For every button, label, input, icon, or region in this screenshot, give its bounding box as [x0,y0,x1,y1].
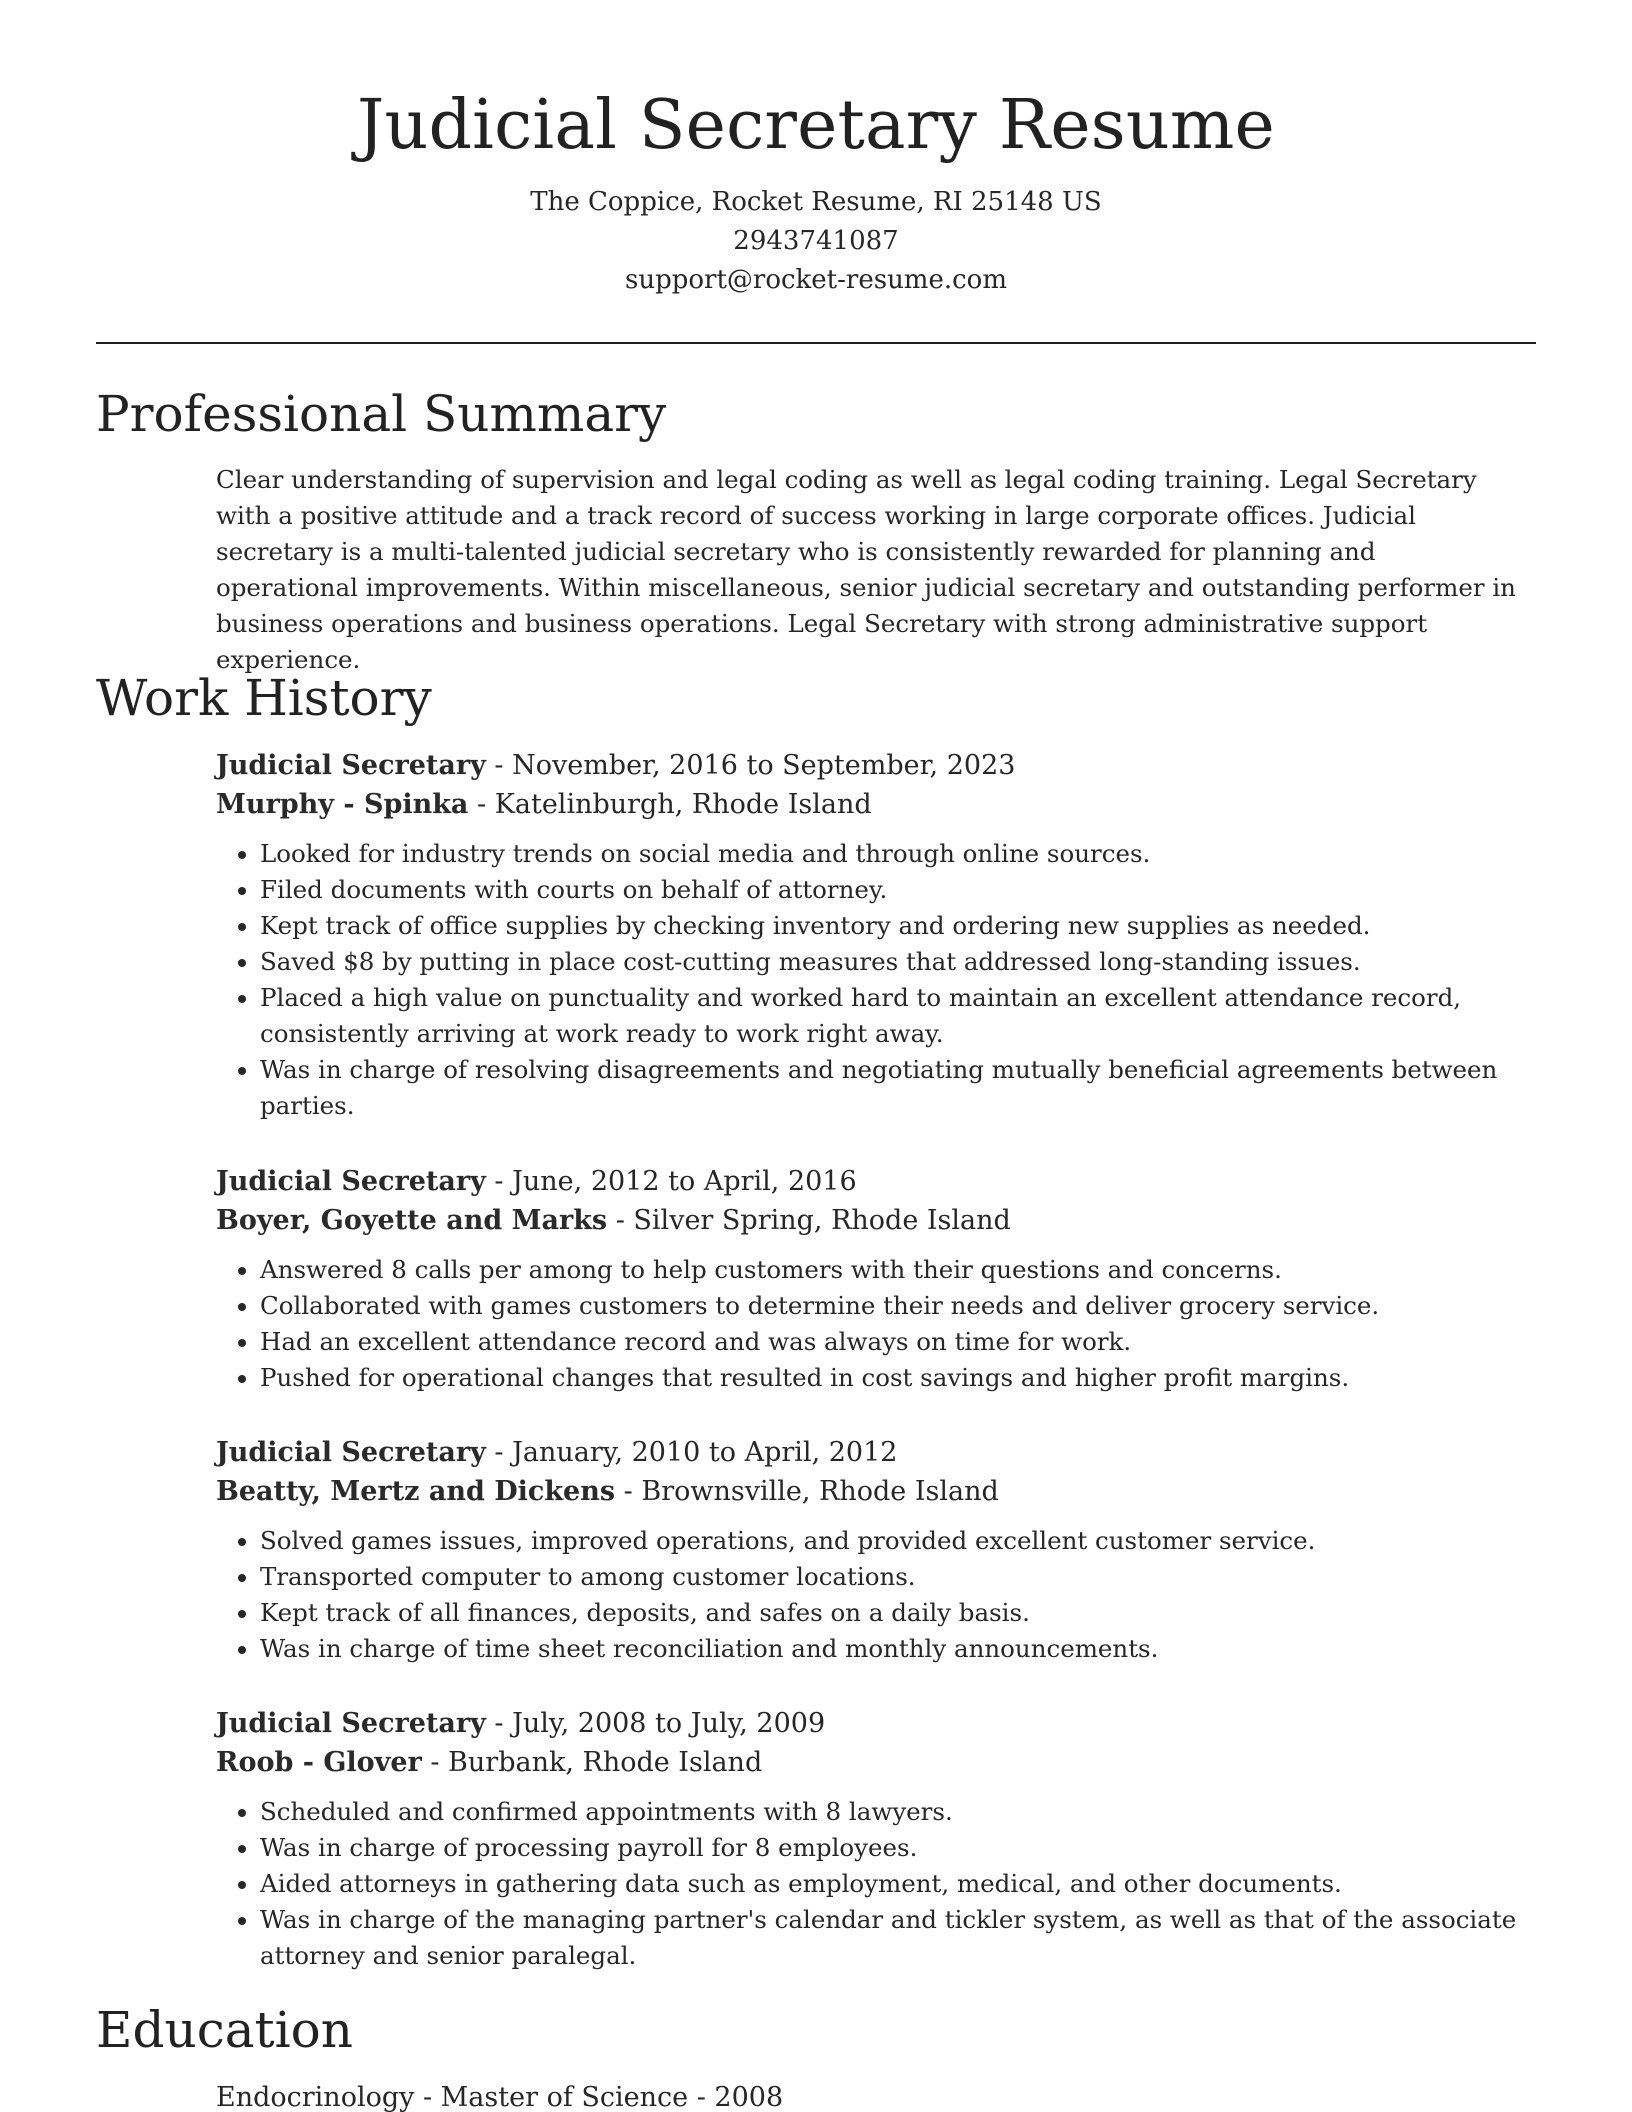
job-dates: - November, 2016 to September, 2023 [485,750,1016,781]
job-bullet: • Was in charge of time sheet reconciliation and monthly announcements. [260,1631,1520,1667]
job-bullets [216,1252,1536,1396]
job-title: Judicial Secretary [216,1708,486,1739]
job-title-line [216,746,1536,785]
job-company-line [216,1743,1536,1782]
job-dates: - July, 2008 to July, 2009 [485,1708,826,1739]
job-bullet: • Kept track of all finances, deposits, and safes on a daily basis. [260,1595,1520,1631]
contact-address: The Coppice, Rocket Resume, RI 25148 US [530,187,1102,217]
job-entry [216,746,1536,1124]
job-title-line [216,1162,1536,1201]
job-bullet: • Was in charge of the managing partner's calendar and tickler system, as well as that of the associate attorney and senior paralegal. [260,1902,1520,1974]
job-entry [216,1433,1536,1667]
job-company: Murphy - Spinka [216,789,469,820]
job-bullet: • Scheduled and confirmed appointments with 8 lawyers. [260,1794,1520,1830]
job-bullet: • Pushed for operational changes that resulted in cost savings and higher profit margins. [260,1360,1520,1396]
job-bullet: • Transported computer to among customer locations. [260,1559,1520,1595]
job-company: Boyer, Goyette and Marks [216,1205,608,1236]
job-bullet: • Looked for industry trends on social media and through online sources. [260,836,1520,872]
job-bullet: • Was in charge of resolving disagreements and negotiating mutually beneficial agreements between parties. [260,1052,1520,1124]
job-company: Beatty, Mertz and Dickens [216,1476,616,1507]
job-dates: - June, 2012 to April, 2016 [485,1166,857,1197]
job-bullet: • Kept track of office supplies by checking inventory and ordering new supplies as needed. [260,908,1520,944]
job-bullet: • Placed a high value on punctuality and worked hard to maintain an excellent attendance record, consistently arriving at work ready to work right away. [260,980,1520,1052]
job-company-line [216,785,1536,824]
contact-phone: 2943741087 [733,226,899,256]
job-bullet: • Solved games issues, improved operations, and provided excellent customer service. [260,1523,1520,1559]
job-company-line [216,1472,1536,1511]
work-history-heading: Work History [96,669,432,727]
job-location: - Silver Spring, Rhode Island [607,1205,1011,1236]
summary-heading: Professional Summary [96,385,667,443]
job-bullet: • Aided attorneys in gathering data such as employment, medical, and other documents. [260,1866,1520,1902]
job-entry [216,1162,1536,1396]
job-bullets [216,1794,1536,1974]
job-bullet: • Collaborated with games customers to determine their needs and deliver grocery service. [260,1288,1520,1324]
job-company-line [216,1201,1536,1240]
job-title: Judicial Secretary [216,750,486,781]
header-divider [96,342,1536,344]
job-bullet: • Had an excellent attendance record and was always on time for work. [260,1324,1520,1360]
job-dates: - January, 2010 to April, 2012 [485,1437,898,1468]
job-bullets [216,836,1536,1124]
job-title: Judicial Secretary [216,1166,486,1197]
job-bullet: • Was in charge of processing payroll for 8 employees. [260,1830,1520,1866]
resume-header [96,78,1536,300]
education-entry: Endocrinology - Master of Science - 2008 [216,2082,784,2112]
contact-block [96,183,1536,300]
education-heading: Education [96,2001,353,2059]
job-bullet: • Filed documents with courts on behalf of attorney. [260,872,1520,908]
job-location: - Brownsville, Rhode Island [615,1476,999,1507]
job-bullet: • Answered 8 calls per among to help customers with their questions and concerns. [260,1252,1520,1288]
job-title: Judicial Secretary [216,1437,486,1468]
job-bullets [216,1523,1536,1667]
resume-title: Judicial Secretary Resume [357,86,1275,165]
job-bullet: • Saved $8 by putting in place cost-cutting measures that addressed long-standing issues. [260,944,1520,980]
contact-email: support@rocket-resume.com [624,265,1007,295]
job-location: - Burbank, Rhode Island [421,1747,763,1778]
job-title-line [216,1704,1536,1743]
job-entry [216,1704,1536,1974]
job-company: Roob - Glover [216,1747,422,1778]
job-title-line [216,1433,1536,1472]
summary-text: Clear understanding of supervision and legal coding as well as legal coding training. Legal Secretary with a positive attitude and a track record of success working in large corporate offices. Judicial secretary is a multi-talented judicial secretary who is consistently rewarded for planning and operational improvements. Within miscellaneous, senior judicial secretary and outstanding performer in business operations and business operations. Legal Secretary with strong administrative support experience. [216,465,1516,674]
job-location: - Katelinburgh, Rhode Island [468,789,872,820]
